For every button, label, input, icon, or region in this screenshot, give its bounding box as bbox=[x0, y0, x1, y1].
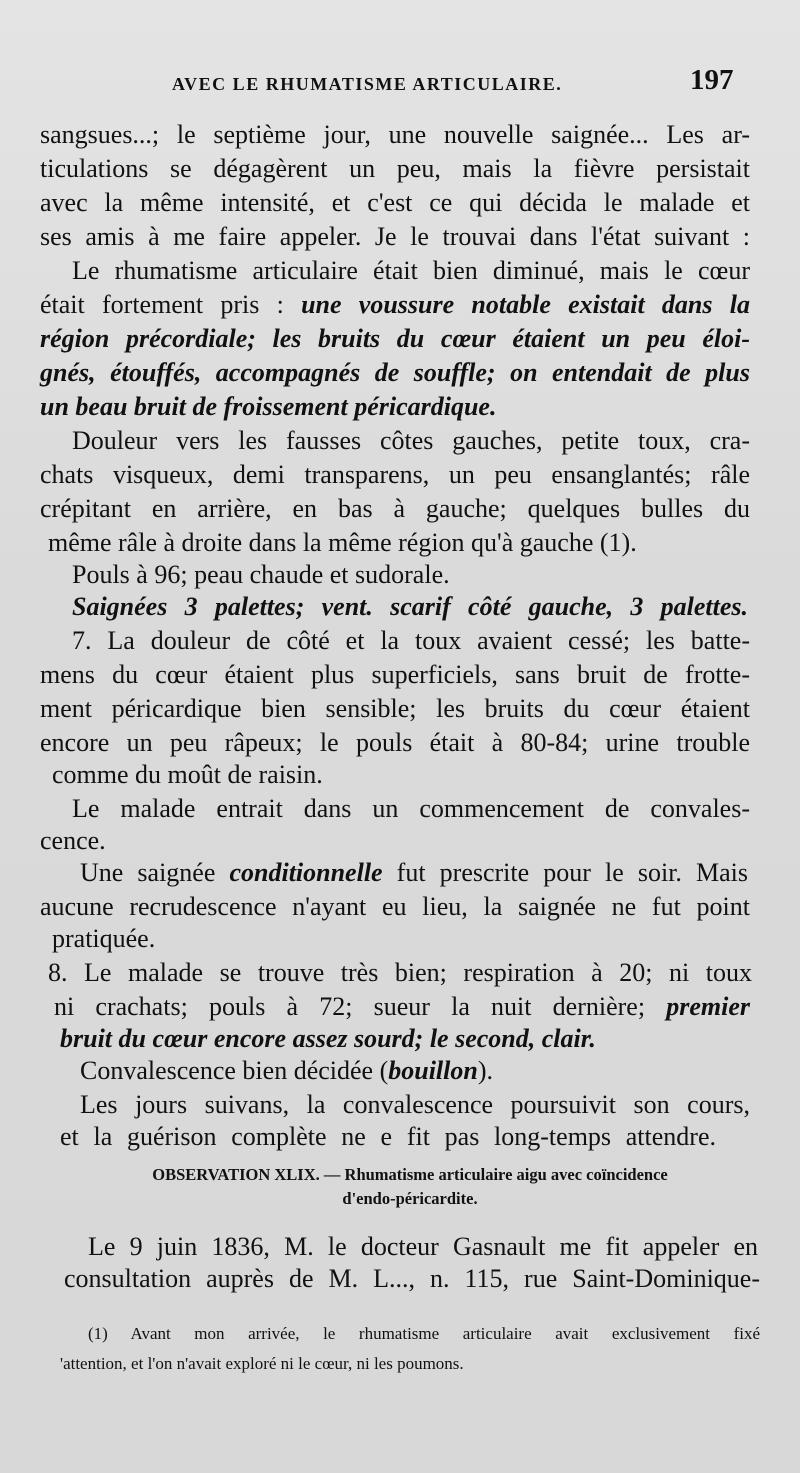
text-run: ni crachats; pouls à 72; sueur la nuit dernière; bbox=[54, 992, 667, 1021]
text-line bbox=[40, 288, 750, 322]
text-line: consultation auprès de M. L..., n. 115, rue Saint-Dominique- bbox=[64, 1264, 760, 1293]
footnote-line: (1) Avant mon arrivée, le rhumatisme articulaire avait exclusivement fixé bbox=[88, 1324, 760, 1343]
text-line: crépitant en arrière, en bas à gauche; quelques bulles du bbox=[40, 494, 750, 523]
text-line: avec la même intensité, et c'est ce qui décida le malade et bbox=[40, 188, 750, 217]
text-line: sangsues...; le septième jour, une nouvelle saignée... Les ar- bbox=[40, 120, 750, 149]
text-line: comme du moût de raisin. bbox=[52, 760, 323, 789]
text-run: Convalescence bien décidée ( bbox=[80, 1056, 389, 1085]
text-line: cence. bbox=[40, 826, 106, 855]
observation-title: OBSERVATION XLIX. — Rhumatisme articulaire aigu avec coïncidence bbox=[152, 1165, 668, 1184]
text-line: Le rhumatisme articulaire était bien diminué, mais le cœur bbox=[72, 256, 750, 285]
italic-run: bouillon bbox=[388, 1056, 478, 1085]
text-line: bruit du cœur encore assez sourd; le second, clair. bbox=[60, 1024, 596, 1053]
text-run: fut prescrite pour le soir. Mais bbox=[382, 858, 749, 887]
page-number: 197 bbox=[690, 64, 734, 96]
observation-subtitle: d'endo-péricardite. bbox=[342, 1189, 478, 1208]
running-title: AVEC LE RHUMATISME ARTICULAIRE. bbox=[172, 74, 563, 94]
text-run: était fortement pris : bbox=[40, 290, 302, 319]
italic-run: une voussure notable existait dans la bbox=[301, 290, 750, 319]
italic-run: premier bbox=[666, 992, 750, 1021]
text-line: Douleur vers les fausses côtes gauches, petite toux, cra- bbox=[72, 426, 750, 455]
text-line: même râle à droite dans la même région qu'à gauche (1). bbox=[48, 528, 637, 557]
text-line bbox=[80, 856, 748, 890]
text-line: 8. Le malade se trouve très bien; respiration à 20; ni toux bbox=[48, 958, 752, 987]
text-line: Le malade entrait dans un commencement de convales- bbox=[72, 794, 750, 823]
text-line: Pouls à 96; peau chaude et sudorale. bbox=[72, 560, 450, 589]
text-line bbox=[80, 1054, 493, 1088]
text-run: ). bbox=[477, 1056, 493, 1085]
text-line: encore un peu râpeux; le pouls était à 80-84; urine trouble bbox=[40, 728, 750, 757]
text-run: Une saignée bbox=[80, 858, 230, 887]
text-line: ment péricardique bien sensible; les bruits du cœur étaient bbox=[40, 694, 750, 723]
text-line: un beau bruit de froissement péricardique. bbox=[40, 392, 497, 421]
text-line: région précordiale; les bruits du cœur étaient un peu éloi- bbox=[40, 324, 750, 353]
text-line: ses amis à me faire appeler. Je le trouvai dans l'état suivant : bbox=[40, 222, 750, 251]
text-line: ticulations se dégagèrent un peu, mais la fièvre persistait bbox=[40, 154, 750, 183]
italic-run: conditionnelle bbox=[229, 858, 383, 887]
text-line: Saignées 3 palettes; vent. scarif côté gauche, 3 palettes. bbox=[72, 592, 748, 621]
text-line: pratiquée. bbox=[52, 924, 156, 953]
text-line: et la guérison complète ne e fit pas long-temps attendre. bbox=[60, 1122, 716, 1151]
text-line: 7. La douleur de côté et la toux avaient cessé; les batte- bbox=[72, 626, 750, 655]
text-line: mens du cœur étaient plus superficiels, sans bruit de frotte- bbox=[40, 660, 750, 689]
text-line: Les jours suivans, la convalescence poursuivit son cours, bbox=[80, 1090, 750, 1119]
text-line: chats visqueux, demi transparens, un peu ensanglantés; râle bbox=[40, 460, 750, 489]
page-header bbox=[0, 62, 800, 102]
text-line bbox=[54, 990, 750, 1024]
text-line: aucune recrudescence n'ayant eu lieu, la saignée ne fut point bbox=[40, 892, 750, 921]
text-line: Le 9 juin 1836, M. le docteur Gasnault me fit appeler en bbox=[88, 1232, 758, 1261]
footnote-line: 'attention, et l'on n'avait exploré ni le cœur, ni les poumons. bbox=[60, 1354, 464, 1373]
text-line: gnés, étouffés, accompagnés de souffle; on entendait de plus bbox=[40, 358, 750, 387]
